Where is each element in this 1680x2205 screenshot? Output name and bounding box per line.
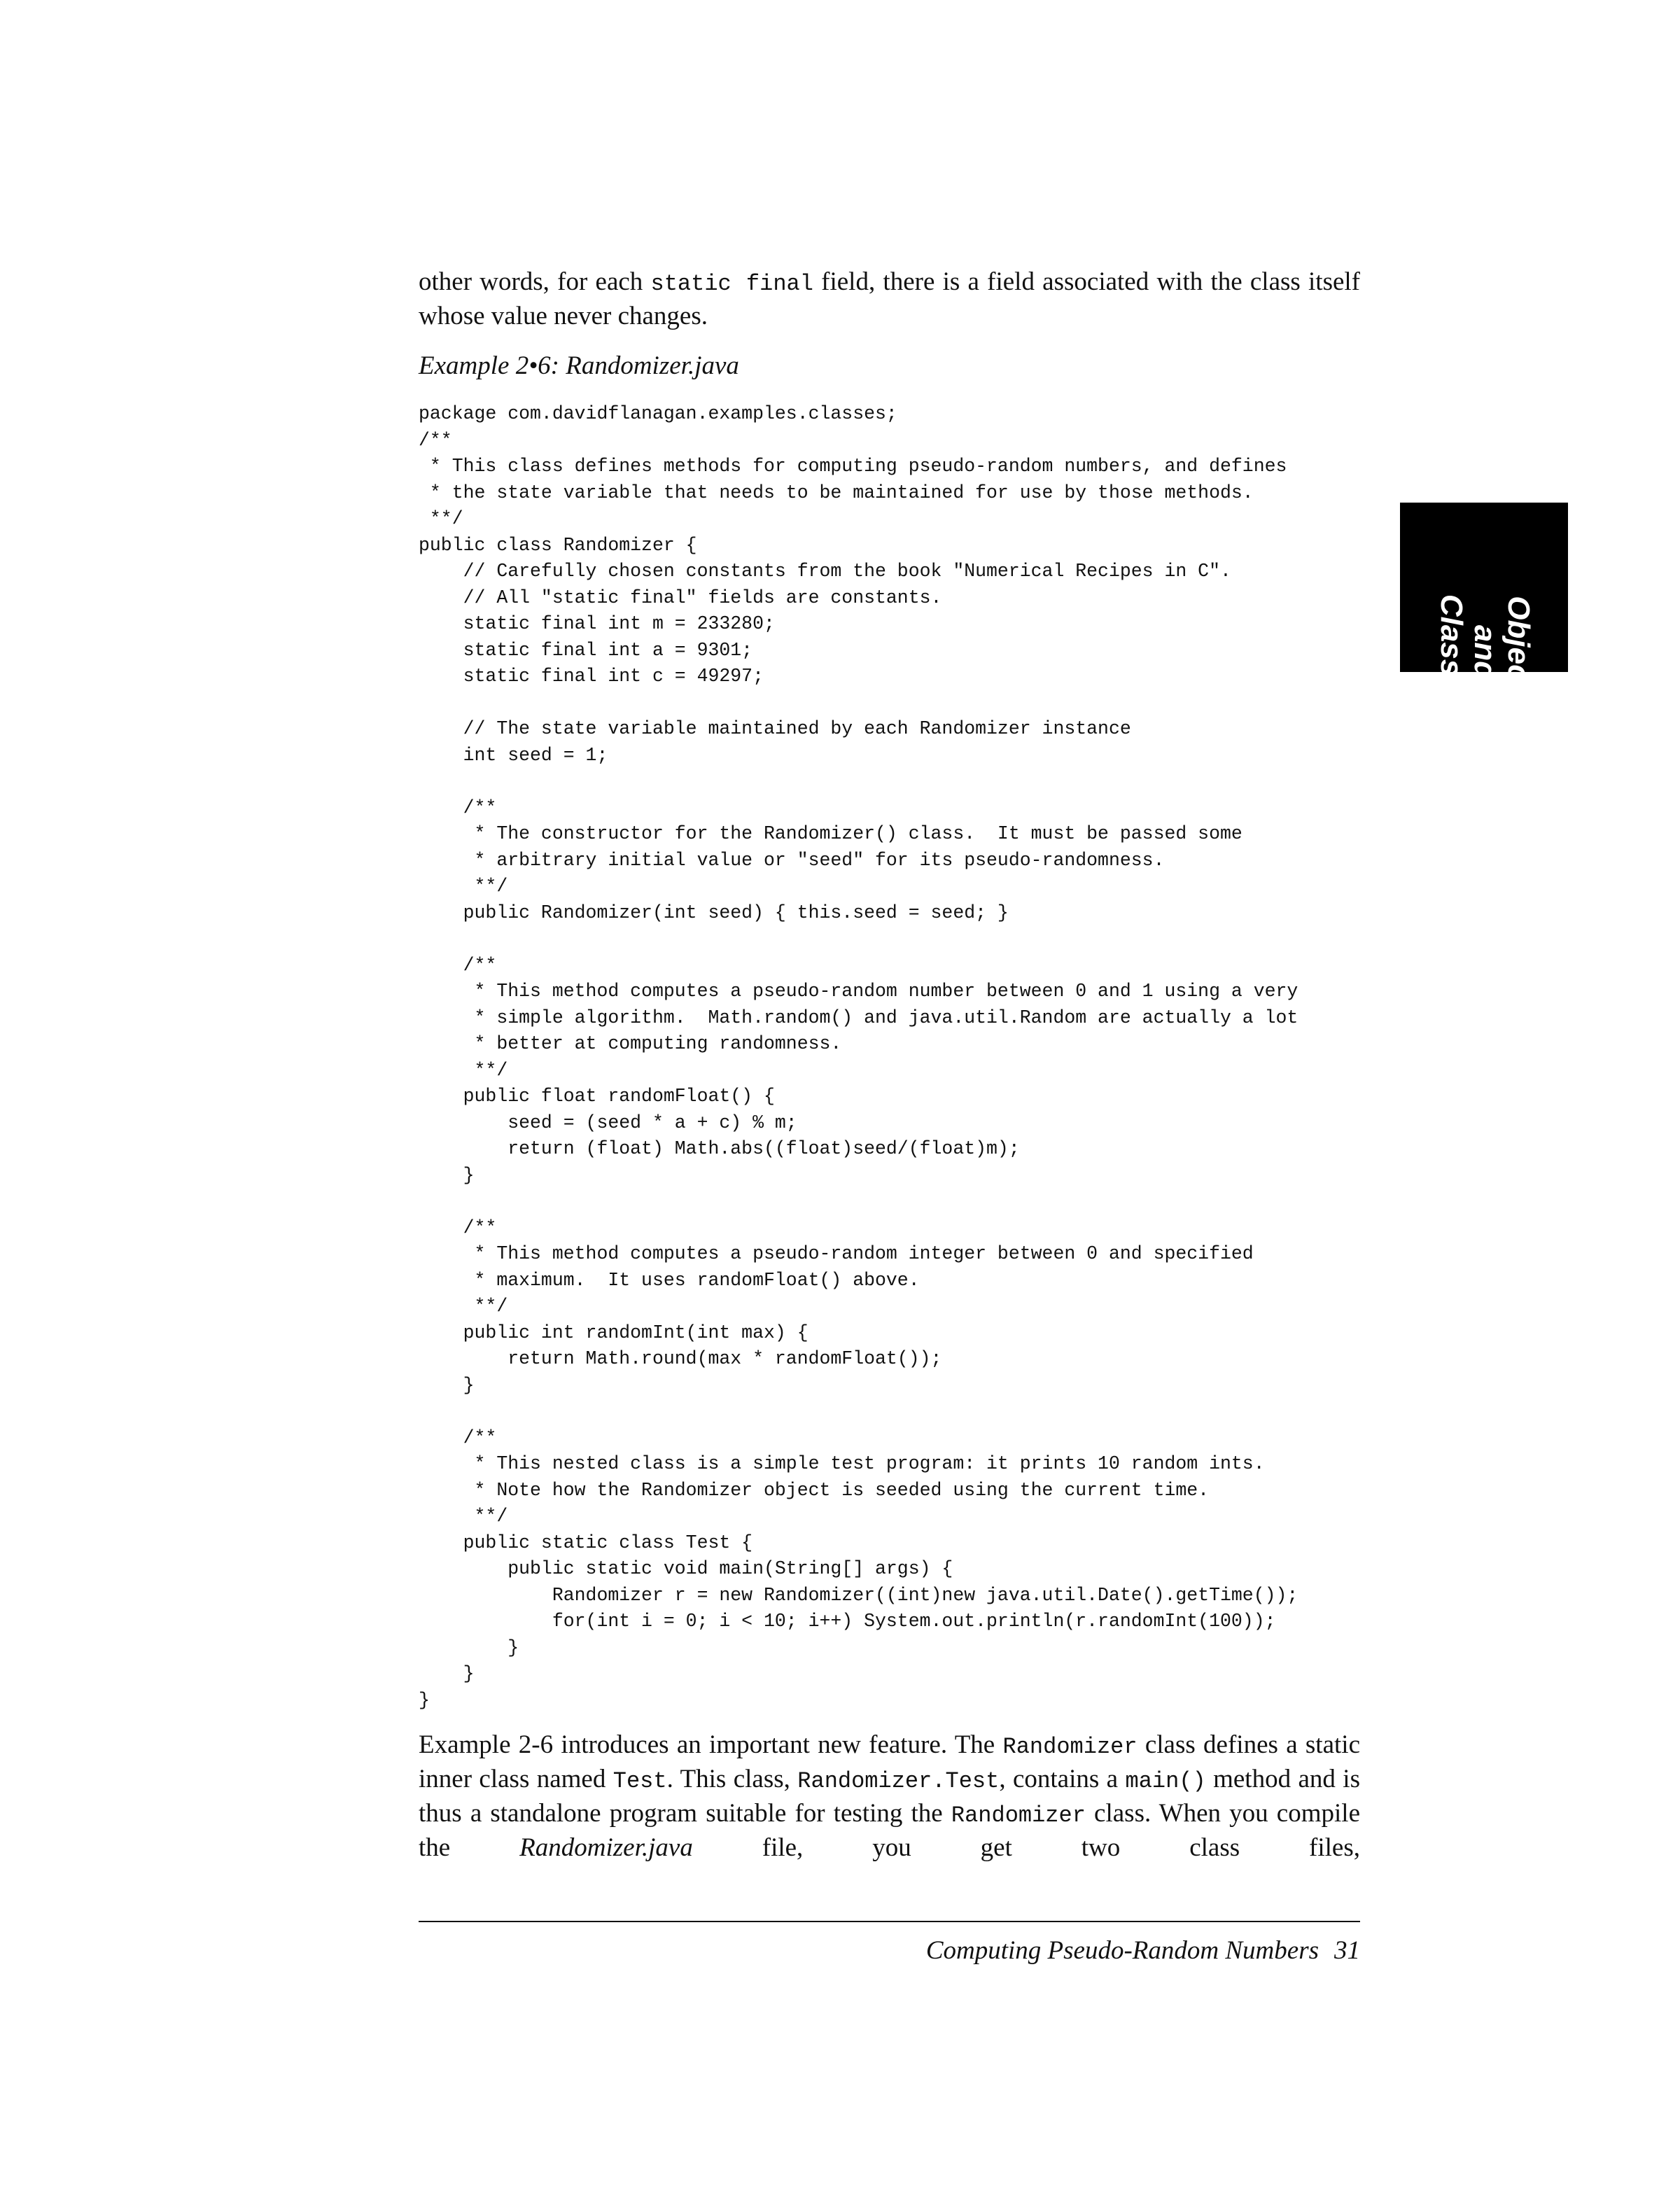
code-line: * simple algorithm. Math.random() and java.util.Random are actually a lot: [419, 1007, 1298, 1028]
chapter-thumb-label: [1434, 576, 1535, 729]
code-line: [419, 1189, 1298, 1215]
code-line: [419, 1399, 1298, 1425]
code-line: return (float) Math.abs((float)seed/(float)m);: [419, 1138, 1020, 1159]
chapter-thumb-line-2: Classes: [1434, 594, 1469, 711]
code-line: /**: [419, 954, 497, 976]
outro-paragraph: [419, 1729, 1360, 1864]
outro-code-randomizer-test: Randomizer.Test: [797, 1768, 1000, 1794]
code-line: }: [419, 1164, 475, 1186]
outro-text-4: , contains a: [999, 1765, 1126, 1793]
footer-divider: [419, 1921, 1360, 1922]
code-line: * better at computing randomness.: [419, 1033, 842, 1054]
code-line: static final int m = 233280;: [419, 613, 775, 634]
code-line: /**: [419, 429, 452, 451]
code-line: public Randomizer(int seed) { this.seed = seed; }: [419, 902, 1009, 923]
code-line: public float randomFloat() {: [419, 1086, 775, 1107]
example-title: Example 2•6: Randomizer.java: [419, 351, 739, 380]
intro-code-static-final: static final: [650, 271, 813, 297]
code-line: * The constructor for the Randomizer() class. It must be passed some: [419, 823, 1242, 844]
outro-text-2: class defines a static inner class named: [419, 1730, 1360, 1793]
code-line: // The state variable maintained by each Randomizer instance: [419, 718, 1131, 739]
code-line: **/: [419, 508, 463, 529]
code-line: public class Randomizer {: [419, 534, 697, 556]
outro-code-test: Test: [612, 1768, 667, 1794]
code-listing: [419, 401, 1298, 1714]
outro-filename: Randomizer.java: [519, 1833, 693, 1862]
code-line: * This method computes a pseudo-random integer between 0 and specified: [419, 1243, 1254, 1264]
code-line: /**: [419, 1217, 497, 1238]
code-line: * maximum. It uses randomFloat() above.: [419, 1269, 920, 1291]
code-line: /**: [419, 1427, 497, 1448]
code-line: // Carefully chosen constants from the book "Numerical Recipes in C".: [419, 561, 1231, 582]
intro-paragraph: [419, 266, 1360, 332]
outro-text-7: file, you get two class files,: [692, 1833, 1361, 1862]
code-line: [419, 926, 1298, 953]
code-line: [419, 690, 1298, 717]
outro-text-3: . This class,: [666, 1765, 798, 1793]
outro-code-randomizer-2: Randomizer: [951, 1802, 1086, 1828]
code-line: // All "static final" fields are constants.: [419, 587, 942, 608]
code-line: Randomizer r = new Randomizer((int)new java.util.Date().getTime());: [419, 1584, 1298, 1606]
code-line: public static class Test {: [419, 1532, 753, 1553]
code-line: * arbitrary initial value or "seed" for its pseudo-randomness.: [419, 849, 1165, 871]
outro-text-6: class. When you compile the: [419, 1799, 1360, 1862]
code-line: **/: [419, 876, 508, 897]
code-line: }: [419, 1637, 519, 1658]
code-line: * This nested class is a simple test program: it prints 10 random ints.: [419, 1453, 1265, 1474]
code-line: **/: [419, 1059, 508, 1081]
code-line: /**: [419, 797, 497, 818]
code-line: }: [419, 1663, 475, 1684]
running-footer: [419, 1935, 1360, 1967]
code-line: public int randomInt(int max) {: [419, 1322, 808, 1343]
outro-code-randomizer: Randomizer: [1002, 1734, 1138, 1760]
page-number: 31: [1334, 1936, 1360, 1965]
code-line: }: [419, 1689, 430, 1711]
code-line: package com.davidflanagan.examples.classes;: [419, 403, 897, 424]
intro-text-2: field, there is a field associated with the class itself whose value never changes.: [419, 267, 1361, 330]
outro-text-5: method and is thus a standalone program suitable for testing the: [419, 1765, 1360, 1828]
footer-section-title: Computing Pseudo-Random Numbers: [925, 1936, 1319, 1965]
code-line: **/: [419, 1296, 508, 1317]
code-line: static final int a = 9301;: [419, 639, 753, 661]
code-line: seed = (seed * a + c) % m;: [419, 1112, 797, 1133]
code-line: * This method computes a pseudo-random number between 0 and 1 using a very: [419, 981, 1298, 1002]
code-line: }: [419, 1374, 475, 1396]
outro-code-main: main(): [1125, 1768, 1206, 1794]
code-line: int seed = 1;: [419, 744, 608, 766]
code-line: for(int i = 0; i < 10; i++) System.out.println(r.randomInt(100));: [419, 1611, 1276, 1632]
code-line: * Note how the Randomizer object is seeded using the current time.: [419, 1479, 1210, 1501]
outro-text-1: Example 2-6 introduces an important new feature. The: [419, 1730, 1003, 1759]
code-line: [419, 769, 1298, 795]
chapter-thumb-line-1: Objects and: [1468, 596, 1536, 709]
code-line: static final int c = 49297;: [419, 666, 764, 687]
intro-text-1: other words, for each: [419, 267, 651, 296]
code-line: **/: [419, 1506, 508, 1527]
code-line: * the state variable that needs to be maintained for use by those methods.: [419, 482, 1254, 503]
code-line: * This class defines methods for computing pseudo-random numbers, and defines: [419, 456, 1287, 477]
code-line: public static void main(String[] args) {: [419, 1558, 953, 1579]
code-line: return Math.round(max * randomFloat());: [419, 1348, 942, 1369]
